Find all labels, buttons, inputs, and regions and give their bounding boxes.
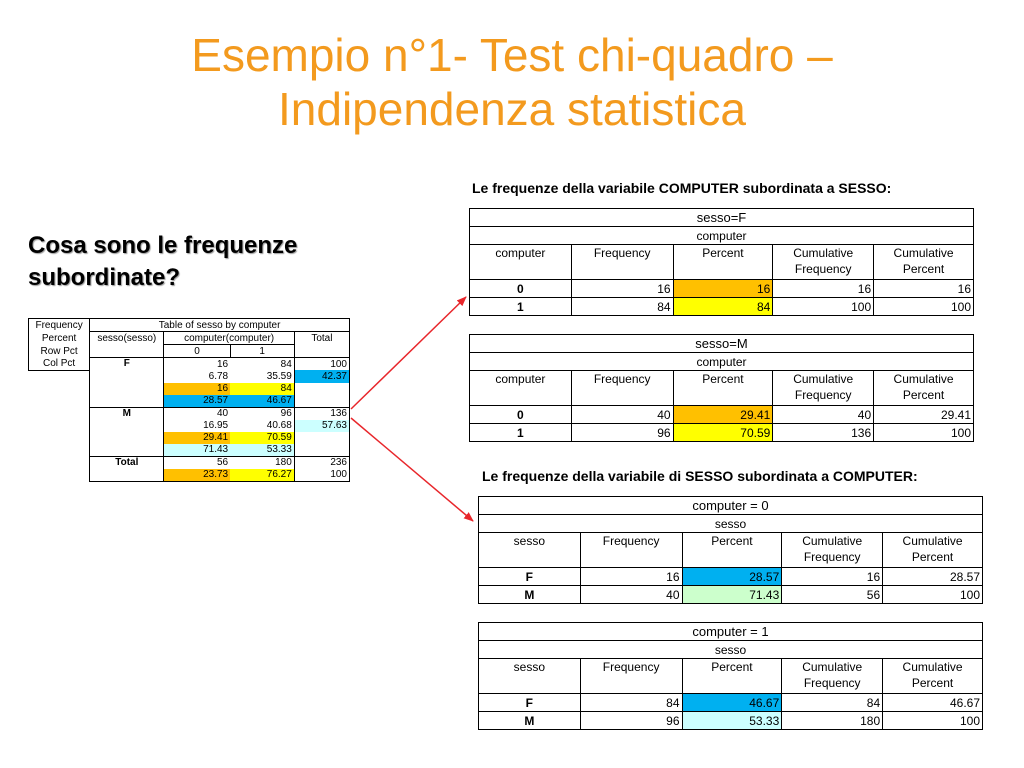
cell-m-1-pct: 40.68 — [266, 420, 292, 431]
arrow-to-computer-tables — [351, 418, 473, 521]
table-row — [470, 406, 974, 424]
cell-frequency: 16 — [571, 280, 673, 298]
cell-cum-frequency: 16 — [773, 280, 874, 298]
cell-cum-percent: 28.57 — [883, 568, 983, 586]
cell-m-0-rowpct: 29.41 — [164, 432, 230, 444]
cell-cum-frequency: 16 — [782, 568, 883, 586]
cell-grand-total: 236 — [294, 456, 349, 469]
col-header: computer — [470, 371, 572, 406]
cell-percent: 84 — [673, 298, 773, 316]
cell-frequency: 40 — [571, 406, 673, 424]
cell-frequency: 40 — [580, 586, 682, 604]
row-label: F — [479, 694, 581, 712]
cell-total-total-pct: 100 — [294, 469, 349, 482]
row-label: 0 — [470, 280, 572, 298]
caption-sesso-given-computer: Le frequenze della variabile di SESSO subordinata a COMPUTER: — [482, 468, 918, 484]
table-row — [470, 424, 974, 442]
col-header: sesso — [479, 659, 581, 694]
cell-frequency: 84 — [571, 298, 673, 316]
cell-frequency: 16 — [580, 568, 682, 586]
cell-f-total-pct: 42.37 — [294, 370, 349, 383]
arrow-to-sesso-tables — [351, 297, 466, 409]
col-header: Cumulative Percent — [883, 659, 983, 694]
legend-percent: Percent — [29, 332, 90, 345]
cell-frequency: 96 — [571, 424, 673, 442]
col-header: Cumulative Frequency — [773, 245, 874, 280]
table-row — [479, 712, 983, 730]
cell-percent: 46.67 — [682, 694, 782, 712]
table-var-label: sesso — [479, 641, 983, 659]
cell-percent: 28.57 — [682, 568, 782, 586]
col-header: Percent — [682, 533, 782, 568]
cell-cum-frequency: 180 — [782, 712, 883, 730]
cell-total-0-pct: 23.73 — [164, 469, 230, 482]
row-label: 1 — [470, 424, 572, 442]
row-label: F — [479, 568, 581, 586]
col-header: Percent — [682, 659, 782, 694]
cell-m-total-freq: 136 — [294, 407, 349, 420]
cell-m-0-colpct: 71.43 — [164, 444, 230, 457]
col-header: Frequency — [580, 533, 682, 568]
col-header: Cumulative Frequency — [773, 371, 874, 406]
table-row — [470, 280, 974, 298]
col-0-header: 0 — [164, 345, 230, 358]
cell-cum-frequency: 84 — [782, 694, 883, 712]
cell-percent: 29.41 — [673, 406, 773, 424]
col-header: Cumulative Frequency — [782, 659, 883, 694]
row-label: 1 — [470, 298, 572, 316]
cell-total-1-freq: 180 — [275, 457, 292, 468]
cell-f-0-rowpct: 16 — [164, 383, 230, 395]
cell-f-0-pct: 6.78 — [208, 370, 229, 382]
table-var-label: sesso — [479, 515, 983, 533]
cell-percent: 70.59 — [673, 424, 773, 442]
cell-cum-percent: 100 — [874, 298, 974, 316]
legend-frequency: Frequency — [29, 319, 90, 332]
cell-frequency: 84 — [580, 694, 682, 712]
table-row — [470, 298, 974, 316]
col-header: Frequency — [571, 245, 673, 280]
table-header: computer = 0 — [479, 497, 983, 515]
legend-row-pct: Row Pct — [29, 345, 90, 358]
table-var-label: computer — [470, 227, 974, 245]
cell-cum-percent: 16 — [874, 280, 974, 298]
col-header: computer — [470, 245, 572, 280]
col-1-header: 1 — [230, 345, 294, 358]
cell-m-total-pct: 57.63 — [294, 420, 349, 432]
cell-cum-percent: 46.67 — [883, 694, 983, 712]
table-header: sesso=M — [470, 335, 974, 353]
cell-percent: 16 — [673, 280, 773, 298]
total-header: Total — [294, 332, 349, 345]
cell-cum-percent: 29.41 — [874, 406, 974, 424]
cell-cum-frequency: 100 — [773, 298, 874, 316]
cell-f-0-freq: 16 — [216, 358, 229, 370]
col-header: Frequency — [571, 371, 673, 406]
cell-m-1-rowpct: 70.59 — [230, 432, 294, 444]
col-header: Cumulative Frequency — [782, 533, 883, 568]
cell-f-1-freq: 84 — [280, 358, 292, 370]
row-label-total: Total — [90, 456, 164, 481]
cell-m-0-pct: 16.95 — [203, 420, 229, 431]
crosstab-title: Table of sesso by computer — [90, 319, 350, 332]
row-label: M — [479, 586, 581, 604]
table-row — [479, 694, 983, 712]
cell-cum-percent: 100 — [874, 424, 974, 442]
cell-f-total-freq: 100 — [294, 358, 349, 371]
caption-computer-given-sesso: Le frequenze della variabile COMPUTER subordinata a SESSO: — [472, 180, 892, 196]
table-var-label: computer — [470, 353, 974, 371]
row-var-label: sesso(sesso) — [90, 332, 164, 345]
cell-cum-frequency: 56 — [782, 586, 883, 604]
col-header: sesso — [479, 533, 581, 568]
cell-cum-percent: 100 — [883, 712, 983, 730]
table-row — [479, 586, 983, 604]
col-header: Cumulative Percent — [883, 533, 983, 568]
row-label-m: M — [90, 407, 164, 456]
freq-table-sesso-m — [469, 334, 974, 442]
title-line-2: Indipendenza statistica — [278, 83, 746, 135]
cell-cum-percent: 100 — [883, 586, 983, 604]
col-header: Cumulative Percent — [874, 371, 974, 406]
legend-col-pct: Col Pct — [29, 358, 90, 371]
freq-table-computer-1 — [478, 622, 983, 730]
cell-m-0-freq: 40 — [216, 408, 229, 419]
cell-f-0-colpct: 28.57 — [164, 395, 230, 408]
cell-total-0-freq: 56 — [216, 457, 229, 468]
table-header: sesso=F — [470, 209, 974, 227]
subtitle-line-1: Cosa sono le frequenze — [28, 232, 298, 259]
table-header: computer = 1 — [479, 623, 983, 641]
col-header: Frequency — [580, 659, 682, 694]
subtitle-line-2: subordinate? — [28, 264, 181, 291]
cell-percent: 53.33 — [682, 712, 782, 730]
cell-m-1-freq: 96 — [280, 408, 292, 419]
title-line-1: Esempio n°1- Test chi-quadro – — [191, 29, 833, 81]
table-row — [479, 568, 983, 586]
col-header: Percent — [673, 371, 773, 406]
cell-m-1-colpct: 53.33 — [230, 444, 294, 457]
freq-table-sesso-f — [469, 208, 974, 316]
col-var-label: computer(computer) — [164, 332, 294, 345]
cell-f-1-pct: 35.59 — [266, 370, 292, 382]
row-label-f: F — [90, 358, 164, 408]
row-label: 0 — [470, 406, 572, 424]
cell-total-1-pct: 76.27 — [230, 469, 294, 482]
cell-cum-frequency: 136 — [773, 424, 874, 442]
cell-percent: 71.43 — [682, 586, 782, 604]
freq-table-computer-0 — [478, 496, 983, 604]
col-header: Percent — [673, 245, 773, 280]
cell-f-1-colpct: 46.67 — [230, 395, 294, 408]
cell-f-1-rowpct: 84 — [230, 383, 294, 395]
cell-cum-frequency: 40 — [773, 406, 874, 424]
col-header: Cumulative Percent — [874, 245, 974, 280]
cell-frequency: 96 — [580, 712, 682, 730]
row-label: M — [479, 712, 581, 730]
